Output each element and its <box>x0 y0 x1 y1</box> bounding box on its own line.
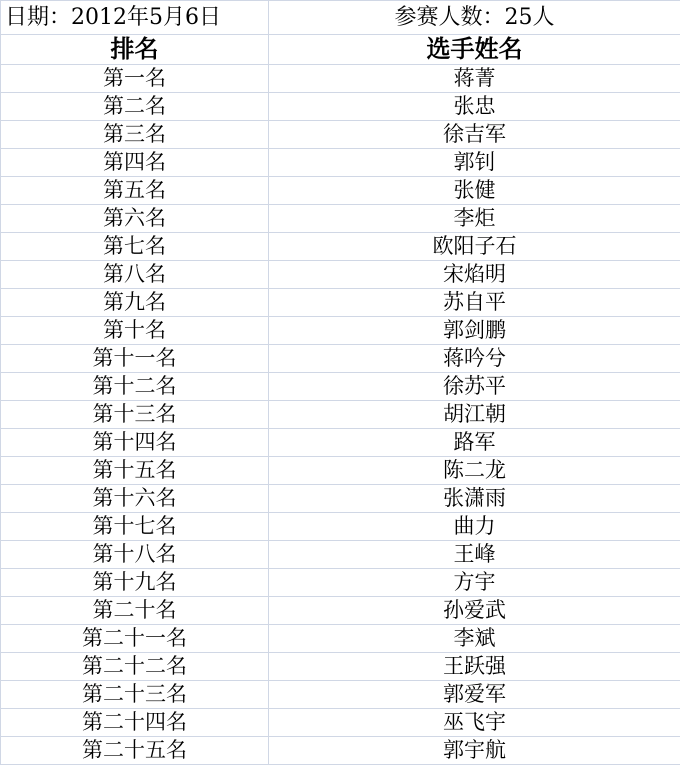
table-row <box>1 429 680 457</box>
rank-cell[interactable]: 第七名 <box>1 233 269 261</box>
table-row <box>1 317 680 345</box>
rank-cell[interactable]: 第十七名 <box>1 513 269 541</box>
rank-cell[interactable]: 第九名 <box>1 289 269 317</box>
table-row <box>1 401 680 429</box>
player-name-cell[interactable]: 孙爱武 <box>269 597 680 625</box>
player-name-cell[interactable]: 张忠 <box>269 93 680 121</box>
table-row <box>1 457 680 485</box>
table-row <box>1 93 680 121</box>
player-name-cell[interactable]: 蒋吟兮 <box>269 345 680 373</box>
player-name-cell[interactable]: 李斌 <box>269 625 680 653</box>
player-name-cell[interactable]: 巫飞宇 <box>269 709 680 737</box>
player-name-cell[interactable]: 王峰 <box>269 541 680 569</box>
rank-cell[interactable]: 第十二名 <box>1 373 269 401</box>
table-row <box>1 513 680 541</box>
rank-cell[interactable]: 第十五名 <box>1 457 269 485</box>
table-row <box>1 121 680 149</box>
rank-cell[interactable]: 第一名 <box>1 65 269 93</box>
player-name-cell[interactable]: 陈二龙 <box>269 457 680 485</box>
rank-cell[interactable]: 第二十二名 <box>1 653 269 681</box>
table-row <box>1 373 680 401</box>
rank-cell[interactable]: 第十八名 <box>1 541 269 569</box>
player-name-cell[interactable]: 郭爱军 <box>269 681 680 709</box>
player-name-cell[interactable]: 李炬 <box>269 205 680 233</box>
table-row <box>1 737 680 765</box>
participants-cell[interactable]: 参赛人数：25人 <box>269 1 680 35</box>
rank-cell[interactable]: 第二十三名 <box>1 681 269 709</box>
player-name-cell[interactable]: 王跃强 <box>269 653 680 681</box>
rank-cell[interactable]: 第二十一名 <box>1 625 269 653</box>
table-row <box>1 65 680 93</box>
table-row <box>1 681 680 709</box>
table-row <box>1 289 680 317</box>
date-cell[interactable]: 日期：2012年5月6日 <box>1 1 269 35</box>
rank-cell[interactable]: 第十一名 <box>1 345 269 373</box>
table-row <box>1 541 680 569</box>
rank-cell[interactable]: 第十三名 <box>1 401 269 429</box>
table-row <box>1 233 680 261</box>
rank-cell[interactable]: 第十六名 <box>1 485 269 513</box>
player-name-cell[interactable]: 曲力 <box>269 513 680 541</box>
rank-cell[interactable]: 第四名 <box>1 149 269 177</box>
table-row <box>1 569 680 597</box>
player-name-cell[interactable]: 郭钊 <box>269 149 680 177</box>
rank-cell[interactable]: 第二十五名 <box>1 737 269 765</box>
player-name-cell[interactable]: 路军 <box>269 429 680 457</box>
player-name-cell[interactable]: 苏自平 <box>269 289 680 317</box>
player-name-cell[interactable]: 张潇雨 <box>269 485 680 513</box>
player-name-cell[interactable]: 胡江朝 <box>269 401 680 429</box>
table-row <box>1 597 680 625</box>
header-row <box>1 35 680 65</box>
player-name-cell[interactable]: 郭剑鹏 <box>269 317 680 345</box>
table-row <box>1 709 680 737</box>
table-row <box>1 205 680 233</box>
name-header-cell[interactable]: 选手姓名 <box>269 35 680 65</box>
table-row <box>1 261 680 289</box>
table-row <box>1 653 680 681</box>
player-name-cell[interactable]: 徐苏平 <box>269 373 680 401</box>
table-row <box>1 345 680 373</box>
rank-cell[interactable]: 第八名 <box>1 261 269 289</box>
rank-cell[interactable]: 第十九名 <box>1 569 269 597</box>
rank-cell[interactable]: 第六名 <box>1 205 269 233</box>
table-row <box>1 625 680 653</box>
rank-cell[interactable]: 第五名 <box>1 177 269 205</box>
rank-cell[interactable]: 第二名 <box>1 93 269 121</box>
player-name-cell[interactable]: 方宇 <box>269 569 680 597</box>
table-row <box>1 485 680 513</box>
rank-cell[interactable]: 第二十四名 <box>1 709 269 737</box>
meta-row <box>1 1 680 35</box>
player-name-cell[interactable]: 宋焰明 <box>269 261 680 289</box>
rank-cell[interactable]: 第十四名 <box>1 429 269 457</box>
rank-cell[interactable]: 第三名 <box>1 121 269 149</box>
player-name-cell[interactable]: 欧阳子石 <box>269 233 680 261</box>
rank-header-cell[interactable]: 排名 <box>1 35 269 65</box>
player-name-cell[interactable]: 蒋菁 <box>269 65 680 93</box>
table-row <box>1 177 680 205</box>
rank-cell[interactable]: 第二十名 <box>1 597 269 625</box>
table-row <box>1 149 680 177</box>
rank-cell[interactable]: 第十名 <box>1 317 269 345</box>
player-name-cell[interactable]: 郭宇航 <box>269 737 680 765</box>
player-name-cell[interactable]: 张健 <box>269 177 680 205</box>
player-name-cell[interactable]: 徐吉军 <box>269 121 680 149</box>
